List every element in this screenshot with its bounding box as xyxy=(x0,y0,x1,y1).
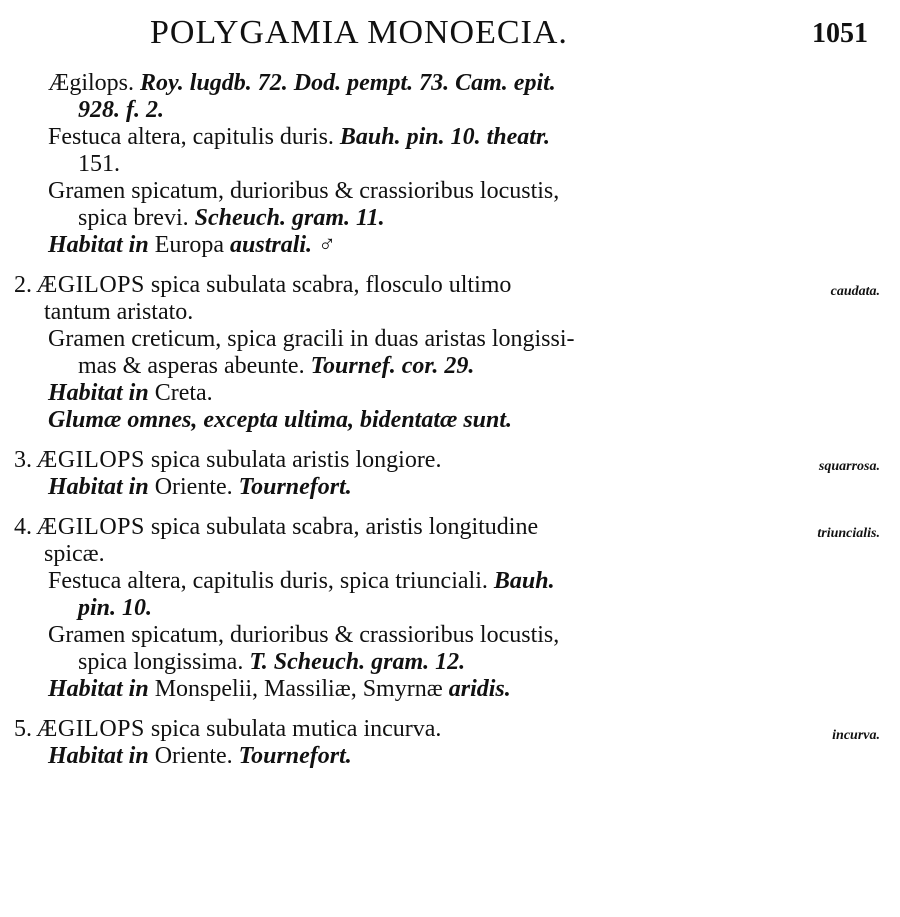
citation: T. Scheuch. gram. 12. xyxy=(249,649,466,675)
entry-5 xyxy=(0,716,900,770)
synonym-line: spica brevi. Scheuch. gram. 11. xyxy=(78,205,385,231)
habitat-line: Habitat in Creta. xyxy=(48,380,213,406)
entry-1 xyxy=(0,70,900,259)
species-line xyxy=(0,272,900,299)
citation: Bauh. xyxy=(493,568,555,594)
synonym-line: Festuca altera, capitulis duris. Bauh. pin. 10. theatr. xyxy=(48,124,550,150)
species-line: spicæ. xyxy=(44,541,105,567)
synonym-line: mas & asperas abeunte. Tournef. cor. 29. xyxy=(78,353,475,379)
synonym-line: Gramen creticum, spica gracili in duas aristas longissi- xyxy=(48,326,575,352)
citation: Roy. lugdb. 72. Dod. pempt. 73. Cam. epit. xyxy=(140,70,556,96)
synonym-line: Festuca altera, capitulis duris, spica triunciali. Bauh. xyxy=(48,568,555,594)
note: Glumæ omnes, excepta ultima, bidentatæ sunt. xyxy=(48,407,513,433)
diagnosis: spica subulata scabra, aristis longitudine xyxy=(150,514,539,540)
species-line xyxy=(0,514,900,541)
synonym-line: Gramen spicatum, durioribus & crassioribus locustis, xyxy=(48,178,560,204)
species-number: 4. xyxy=(14,514,32,540)
trivial-name: triuncialis. xyxy=(817,526,880,541)
species-number: 3. xyxy=(14,447,32,473)
synonym-line: Gramen spicatum, durioribus & crassioribus locustis, xyxy=(48,622,560,648)
habitat-line: Habitat in Oriente. Tournefort. xyxy=(48,743,352,769)
synonym-line xyxy=(0,97,900,124)
genus-name: ÆGILOPS xyxy=(36,447,145,473)
entry-4 xyxy=(0,514,900,703)
note-line xyxy=(0,407,900,434)
habitat-line: Habitat in Monspelii, Massiliæ, Smyrnæ aridis. xyxy=(48,676,511,702)
species-line xyxy=(0,716,900,743)
species-number: 2. xyxy=(14,272,32,298)
synonym-line xyxy=(0,595,900,622)
citation: Tournef. cor. 29. xyxy=(310,353,475,379)
genus-name: ÆGILOPS xyxy=(36,272,145,298)
diagnosis: spica subulata scabra, flosculo ultimo xyxy=(150,272,512,298)
trivial-name: incurva. xyxy=(832,728,880,743)
citation: Tournefort. xyxy=(238,743,352,769)
habitat-line: Habitat in Europa australi. ♂ xyxy=(48,232,337,258)
page-body xyxy=(0,70,900,770)
habitat-line: Habitat in Oriente. Tournefort. xyxy=(48,474,352,500)
trivial-name: caudata. xyxy=(830,284,880,299)
citation: Scheuch. gram. 11. xyxy=(194,205,385,231)
citation: pin. 10. xyxy=(78,595,153,621)
synonym-line: Ægilops. Roy. lugdb. 72. Dod. pempt. 73. Cam. epit. xyxy=(48,70,556,96)
diagnosis: spica subulata mutica incurva. xyxy=(150,716,442,742)
entry-2 xyxy=(0,272,900,434)
citation: Tournefort. xyxy=(238,474,352,500)
running-title: POLYGAMIA MONOECIA. xyxy=(150,14,568,51)
page-header xyxy=(150,14,890,54)
trivial-name: squarrosa. xyxy=(818,459,880,474)
page-number: 1051 xyxy=(812,18,868,49)
entry-3 xyxy=(0,447,900,501)
species-line: tantum aristato. xyxy=(44,299,194,325)
genus-name: ÆGILOPS xyxy=(36,514,145,540)
genus-name: ÆGILOPS xyxy=(36,716,145,742)
citation: 928. f. 2. xyxy=(78,97,164,123)
diagnosis: spica subulata aristis longiore. xyxy=(150,447,442,473)
species-line xyxy=(0,447,900,474)
synonym-line: 151. xyxy=(78,151,120,177)
species-number: 5. xyxy=(14,716,32,742)
male-symbol-icon: ♂ xyxy=(318,232,337,258)
citation: Bauh. pin. 10. theatr. xyxy=(339,124,550,150)
synonym-line: spica longissima. T. Scheuch. gram. 12. xyxy=(78,649,466,675)
